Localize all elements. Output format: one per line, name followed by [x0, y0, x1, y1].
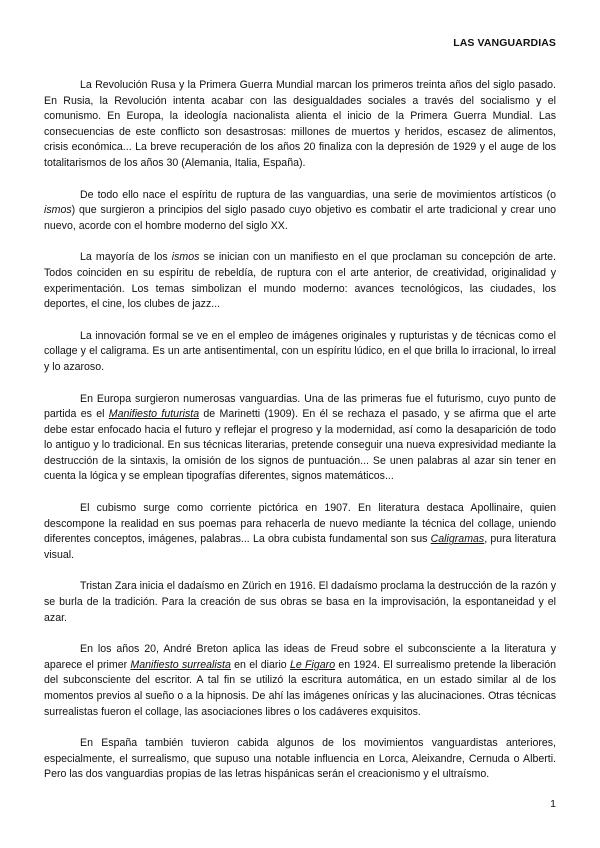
- italic-term: ismos: [44, 204, 72, 217]
- title-le-figaro: Le Figaro: [289, 658, 336, 671]
- document-body: [44, 78, 556, 799]
- paragraph-surrealism: En los años 20, André Breton aplica las ideas de Freud sobre el subconsciente a la literatura y aparece el primer Manifiesto surrealista en el diario Le Figaro en 1924. El surrealismo pretende la liberación del subconsciente del escritor. A tal fin se utilizó la escritura automática, en un estado similar al de los momentos previos al sueño o a la hipnosis. De ahí las imágenes oníricas y las alucinaciones. Otras técnicas surrealistas fueron el collage, las asociaciones libres o los cadáveres exquisitos.: [44, 643, 556, 718]
- paragraph-futurism: En Europa surgieron numerosas vanguardias. Una de las primeras fue el futurismo, cuyo punto de partida es el Manifiesto futurista de Marinetti (1909). En él se rechaza el pasado, y se afirma que el arte debe estar enfocado hacia el futuro y reflejar el progreso y la modernidad, así como la desaparición de todo lo antiguo y lo tradicional. En sus técnicas literarias, pretende conseguir una nueva expresividad mediante la destrucción de la sintaxis, la omisión de los signos de puntuación... Se unen palabras al azar sin tener en cuenta la lógica y se emplean tipografías diferentes, signos matemáticos...: [44, 392, 556, 483]
- paragraph-context: La Revolución Rusa y la Primera Guerra Mundial marcan los primeros treinta años del siglo pasado. En Rusia, la Revolución intenta acabar con las desigualdades sociales a través del socialismo y el comunismo. En Europa, la ideología nacionalista alienta el inicio de la Primera Guerra Mundial. Las consecuencias de este conflicto son desastrosas: millones de muertos y heridos, escasez de alimentos, crisis económica... La breve recuperación de los años 20 finaliza con la depresión de 1929 y el auge de los totalitarismos de los años 30 (Alemania, Italia, España).: [44, 79, 556, 169]
- page-number: 1: [550, 798, 556, 810]
- page-header-title: LAS VANGUARDIAS: [453, 37, 556, 49]
- paragraph-dadaism: Tristan Zara inicia el dadaísmo en Zürich en 1916. El dadaísmo proclama la destrucción de la razón y se burla de la tradición. Para la creación de sus obras se basa en la improvisación, la espontaneidad y el azar.: [44, 580, 556, 624]
- paragraph-cubism: El cubismo surge como corriente pictórica en 1907. En literatura destaca Apollinaire, quien descompone la realidad en sus poemas para rehacerla de nuevo mediante la técnica del collage, uniendo diferentes conceptos, imágenes, palabras... La obra cubista fundamental son sus Caligramas, pura literatura visual.: [44, 502, 557, 561]
- italic-term: ismos: [171, 251, 200, 264]
- title-manifiesto-surrealista: Manifiesto surrealista: [130, 658, 231, 671]
- title-caligramas: Caligramas: [430, 533, 485, 546]
- title-manifiesto-futurista: Manifiesto futurista: [108, 408, 200, 421]
- paragraph-manifestos: La mayoría de los ismos se inician con un manifiesto en el que proclaman su concepción de arte. Todos coinciden en su espíritu de rebeldía, de ruptura con el arte anterior, de creatividad, originalidad y experimentación. Los temas simbolizan el mundo moderno: avances tecnológicos, las ciudades, los deportes, el cine, los clubes de jazz...: [44, 251, 556, 311]
- paragraph-definition: De todo ello nace el espíritu de ruptura de las vanguardias, una serie de movimientos artísticos (o ismos) que surgieron a principios del siglo pasado cuyo objetivo es combatir el arte tradicional y crear uno nuevo, acorde con el hombre moderno del siglo XX.: [44, 188, 556, 232]
- paragraph-innovation: La innovación formal se ve en el empleo de imágenes originales y rupturistas y de técnicas como el collage y el caligrama. Es un arte antisentimental, con un espíritu lúdico, en el que brilla lo irracional, lo irreal y lo azaroso.: [44, 329, 556, 373]
- paragraph-spain: En España también tuvieron cabida algunos de los movimientos vanguardistas anteriores, especialmente, el surrealismo, que supuso una notable influencia en Lorca, Aleixandre, Cernuda o Alberti. Pero las dos vanguardias propias de las letras hispánicas serán el creacionismo y el ultraísmo.: [44, 737, 556, 781]
